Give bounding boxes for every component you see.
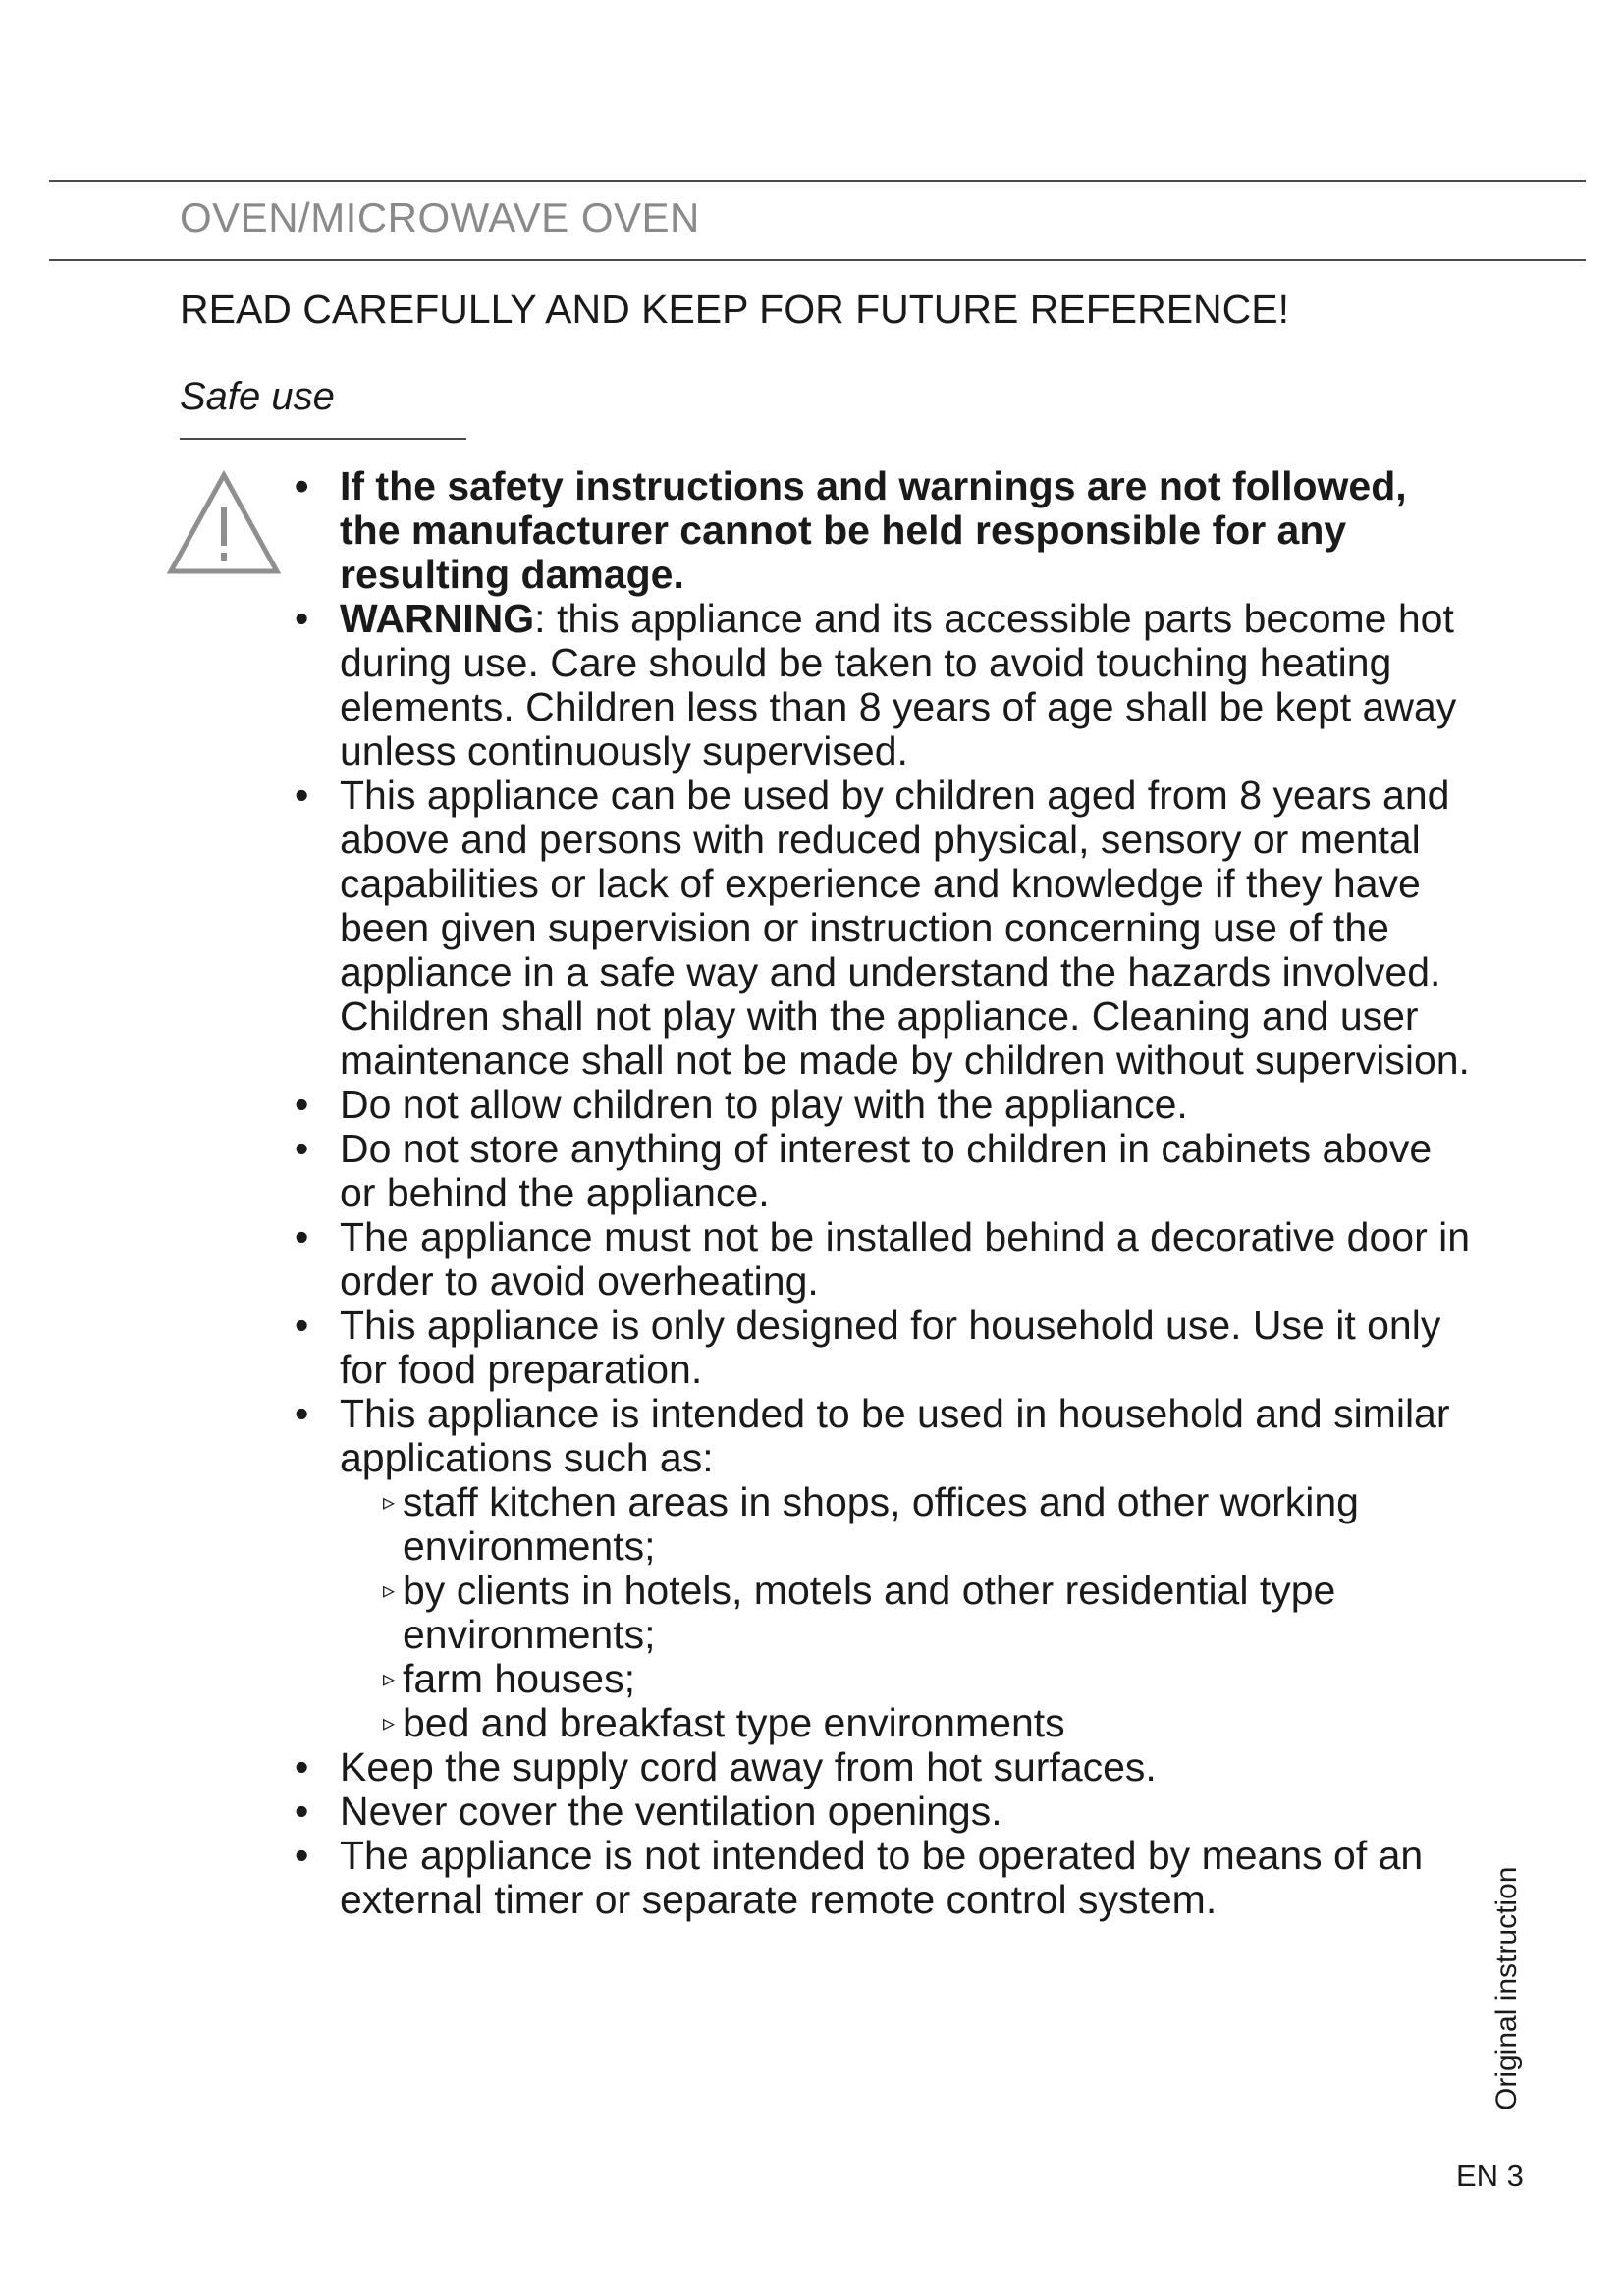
triangle-marker-icon: ▹	[383, 1666, 396, 1692]
list-item	[293, 1392, 1471, 1745]
header-top-rule	[49, 180, 1586, 182]
list-item	[293, 1834, 1471, 1922]
sublist-text: farm houses;	[403, 1656, 635, 1701]
bullet-icon: •	[295, 1391, 309, 1436]
list-item	[293, 1745, 1471, 1789]
bullet-icon: •	[295, 1303, 309, 1348]
bullet-text: This appliance is only designed for household use. Use it only for food preparation.	[340, 1303, 1441, 1392]
bullet-text: Never cover the ventilation openings.	[340, 1789, 1002, 1834]
list-item	[293, 464, 1471, 597]
safety-bullet-list	[293, 464, 1471, 1922]
sub-heading: Safe use	[180, 375, 335, 418]
list-item	[293, 1215, 1471, 1304]
bullet-icon: •	[295, 463, 309, 508]
list-item	[293, 1127, 1471, 1215]
bullet-text: Do not store anything of interest to children in cabinets above or behind the appliance.	[340, 1126, 1433, 1215]
bullet-text: : this appliance and its accessible parts become hot during use. Care should be taken to avoid touching heating elements. Children less than 8 years of age shall be kept away unless continuously supervised.	[340, 596, 1457, 774]
bullet-text: Keep the supply cord away from hot surfaces.	[340, 1744, 1157, 1789]
list-item	[293, 1083, 1471, 1127]
bullet-icon: •	[295, 1833, 309, 1878]
warning-label: WARNING	[340, 596, 535, 641]
bullet-text: The appliance must not be installed behind a decorative door in order to avoid overheating.	[340, 1214, 1471, 1304]
bullet-icon: •	[295, 1214, 309, 1259]
warning-triangle-icon	[165, 469, 283, 577]
bullet-text: This appliance is intended to be used in household and similar applications such as:	[340, 1391, 1450, 1480]
triangle-marker-icon: ▹	[383, 1489, 396, 1516]
bullet-icon: •	[295, 1082, 309, 1127]
bullet-icon: •	[295, 773, 309, 818]
original-instruction-label: Original instruction	[1490, 1866, 1523, 2110]
triangle-marker-icon: ▹	[383, 1577, 396, 1604]
sublist-text: by clients in hotels, motels and other residential type environments;	[403, 1568, 1336, 1657]
triangle-marker-icon: ▹	[383, 1710, 396, 1736]
header-bottom-rule	[49, 259, 1586, 261]
list-item	[293, 1789, 1471, 1834]
section-title: OVEN/MICROWAVE OVEN	[180, 194, 700, 240]
list-item	[293, 597, 1471, 774]
sub-heading-underline	[180, 438, 466, 440]
sublist-item	[383, 1657, 1471, 1701]
bullet-text: If the safety instructions and warnings are not followed, the manufacturer cannot be held responsible for any resulting damage.	[340, 463, 1407, 597]
usage-sublist	[340, 1480, 1471, 1745]
bullet-icon: •	[295, 1744, 309, 1789]
bullet-icon: •	[295, 596, 309, 641]
sublist-text: staff kitchen areas in shops, offices and other working environments;	[403, 1479, 1359, 1569]
sublist-item	[383, 1569, 1471, 1657]
page-number: EN 3	[1456, 2159, 1524, 2193]
bullet-icon: •	[295, 1789, 309, 1834]
bullet-text: This appliance can be used by children aged from 8 years and above and persons with reduced physical, sensory or mental capabilities or lack of experience and knowledge if they have been given supervision or instruction concerning use of the appliance in a safe way and understand the hazards involved. Children shall not play with the appliance. Cleaning and user maintenance shall not be made by children without supervision.	[340, 773, 1470, 1083]
main-heading: READ CAREFULLY AND KEEP FOR FUTURE REFERENCE!	[180, 287, 1290, 332]
bullet-icon: •	[295, 1126, 309, 1171]
bullet-text: The appliance is not intended to be operated by means of an external timer or separate remote control system.	[340, 1833, 1424, 1922]
sublist-item	[383, 1480, 1471, 1569]
list-item	[293, 1304, 1471, 1392]
bullet-text: Do not allow children to play with the appliance.	[340, 1082, 1188, 1127]
sublist-item	[383, 1701, 1471, 1745]
sublist-text: bed and breakfast type environments	[403, 1700, 1065, 1745]
list-item	[293, 774, 1471, 1083]
